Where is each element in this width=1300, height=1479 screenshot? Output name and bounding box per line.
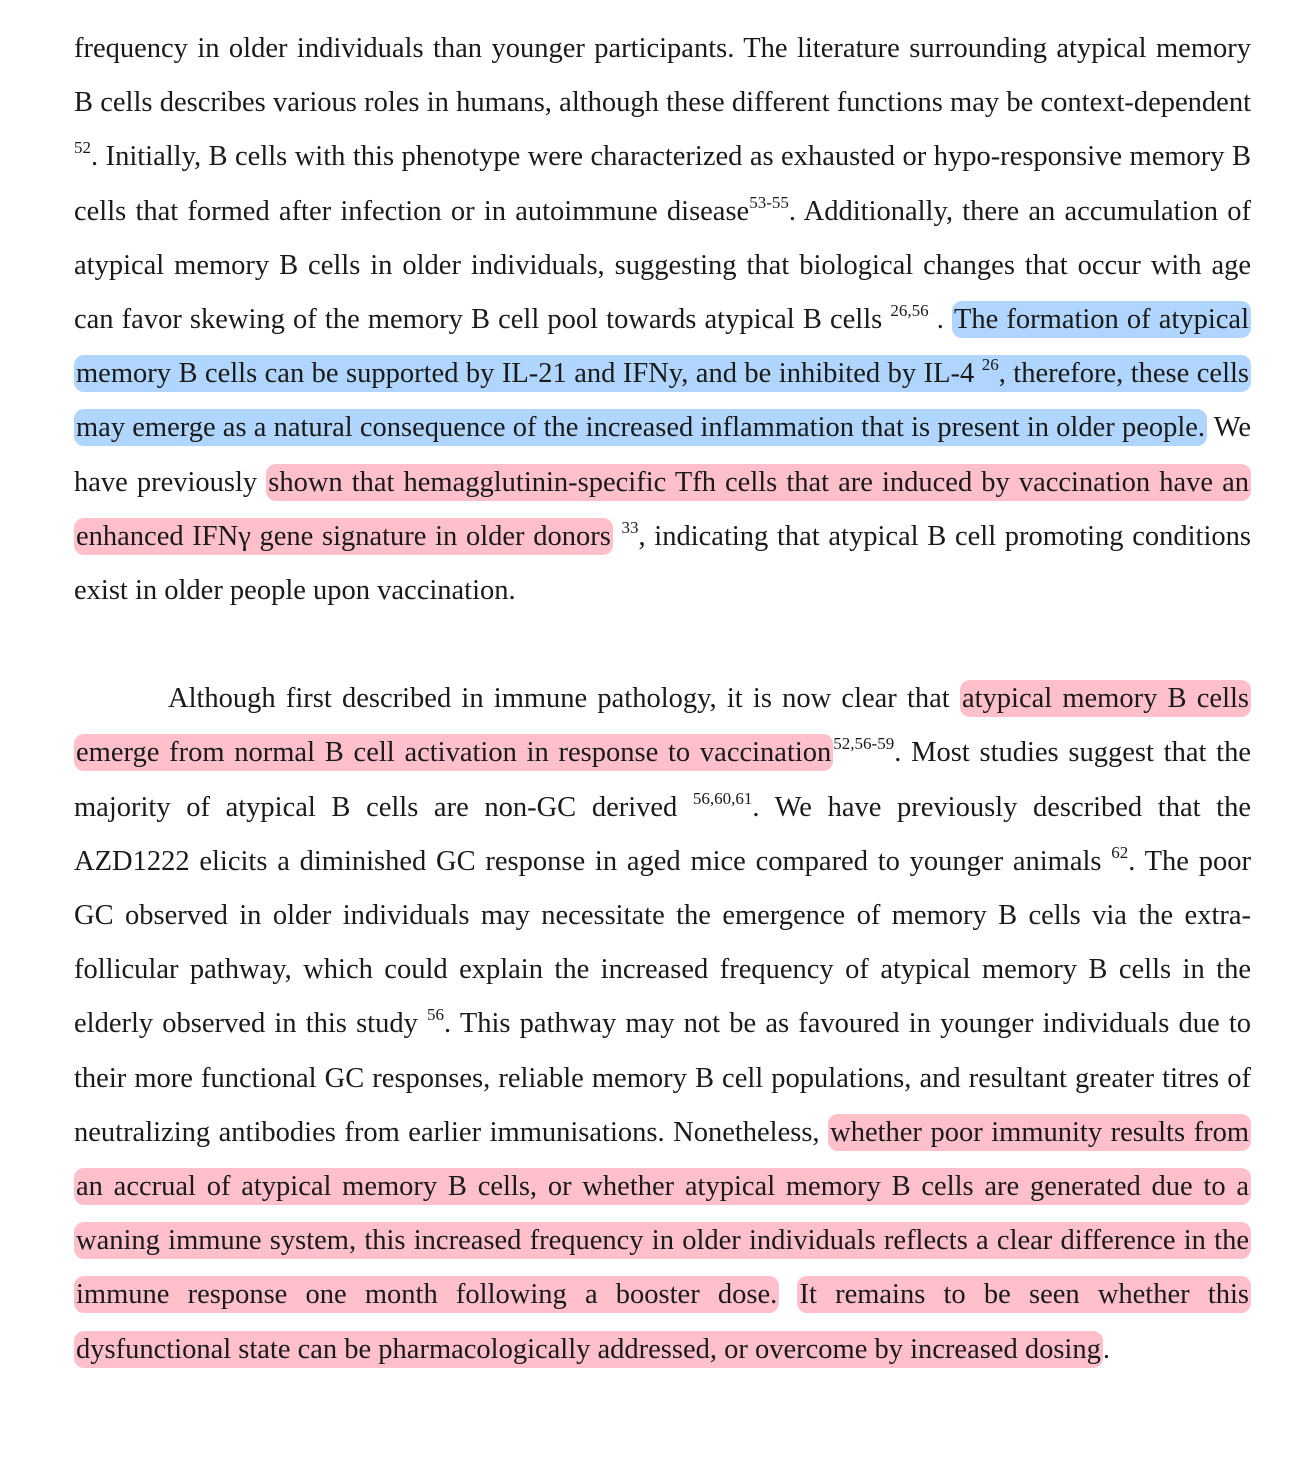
citation: 52,56-59 (833, 734, 895, 754)
text-run: . (928, 304, 952, 336)
text-run: . (1102, 1333, 1110, 1365)
highlighted-text: , therefore, these cells may emerge as a natural consequence of the increased inflammation that is present in older people. (76, 358, 1250, 444)
text-run: We have previously (74, 412, 1251, 498)
citation: 56,60,61 (692, 788, 753, 808)
red-highlight: atypical memory B cells emerge from normal B cell activation in response to vaccination (74, 680, 1251, 771)
citation: 33 (621, 517, 639, 537)
document-page (74, 22, 1251, 1377)
text-run: . Additionally, there an accumulation of atypical memory B cells in older individuals, suggesting that biological changes that occur with age can favor skewing of the memory B cell pool towards atypical B cells (74, 195, 1251, 336)
paragraph-2 (74, 672, 1251, 1377)
citation: 26 (981, 355, 999, 375)
text-run: . We have previously described that the AZD1222 elicits a diminished GC response in aged mice compared to younger animals (74, 791, 1251, 877)
text-run (779, 1279, 797, 1310)
text-run (613, 521, 622, 552)
citation: 52 (74, 138, 91, 158)
red-highlight: shown that hemagglutinin-specific Tfh cells that are induced by vaccination have an enhanced IFNγ gene signature in older donors (74, 464, 1251, 555)
text-run: . The poor GC observed in older individuals may necessitate the emergence of memory B cells via the extra-follicular pathway, which could explain the increased frequency of atypical memory B cells in the elderly observed in this study (74, 845, 1251, 1040)
citation: 56 (427, 1005, 445, 1025)
paragraph-1 (74, 22, 1251, 618)
red-highlight: whether poor immunity results from an accrual of atypical memory B cells, or whether atypical memory B cells are generated due to a waning immune system, this increased frequency in older individuals reflects a clear difference in the immune response one month following a booster dose. (74, 1114, 1251, 1314)
text-run: . This pathway may not be as favoured in younger individuals due to their more functional GC responses, reliable memory B cell populations, and resultant greater titres of neutralizing antibodies from earlier immunisations. Nonetheless, (74, 1008, 1251, 1148)
red-highlight: It remains to be seen whether this dysfunctional state can be pharmacologically addressed, or overcome by increased dosing (74, 1276, 1251, 1367)
text-run: frequency in older individuals than younger participants. The literature surrounding atypical memory B cells describes various roles in humans, although these different functions may be context-dependent (74, 33, 1251, 119)
text-run: . Most studies suggest that the majority of atypical B cells are non-GC derived (74, 737, 1251, 823)
text-run: , indicating that atypical B cell promoting conditions exist in older people upon vaccination. (74, 520, 1251, 607)
citation: 26,56 (890, 301, 929, 321)
citation: 62 (1111, 842, 1129, 862)
highlighted-text: The formation of atypical memory B cells can be supported by IL-21 and IFNy, and be inhibited by IL-4 (76, 304, 1250, 390)
citation: 53-55 (749, 192, 789, 212)
text-run: . Initially, B cells with this phenotype were characterized as exhausted or hypo-responsive memory B cells that formed after infection or in autoimmune disease (74, 141, 1251, 227)
text-run: Although first described in immune pathology, it is now clear that (168, 683, 960, 715)
